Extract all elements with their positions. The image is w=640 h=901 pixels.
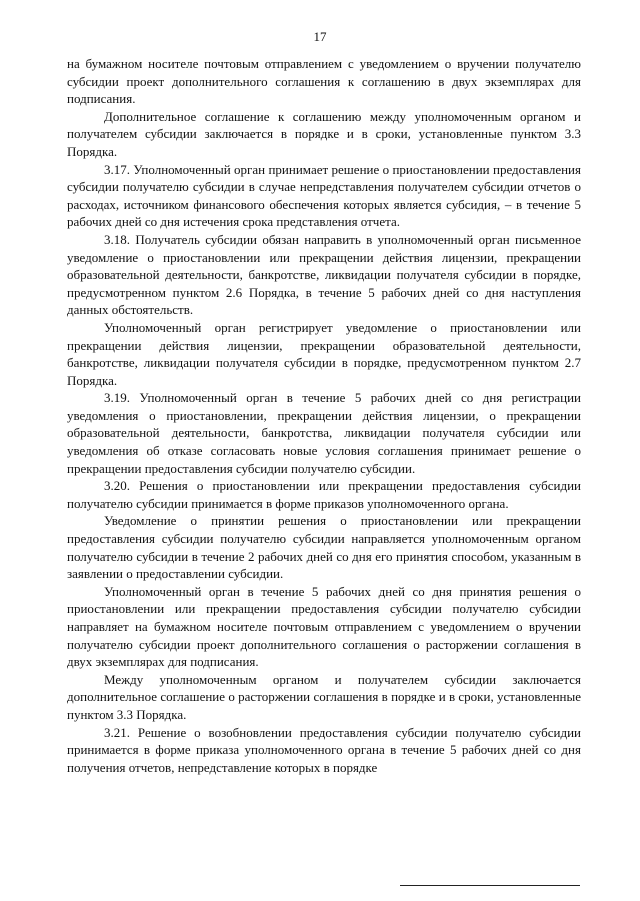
- footer-rule: [400, 885, 580, 886]
- paragraph: Между уполномоченным органом и получателем субсидии заключается дополнительное соглашение о расторжении соглашения в порядке и в сроки, установленные пунктом 3.3 Порядка.: [67, 671, 581, 722]
- paragraph: Уведомление о принятии решения о приостановлении или прекращении предоставления субсидии получателю субсидии направляется уполномоченным органом получателю субсидии в течение 2 рабочих дней со дня его принятия способом, указанным в заявлении о предоставлении субсидии.: [67, 513, 581, 582]
- page-number: 17: [313, 29, 327, 44]
- document-body: [67, 55, 581, 776]
- paragraph: 3.18. Получатель субсидии обязан направить в уполномоченный орган письменное уведомление о приостановлении или прекращении действия лицензии, прекращении образовательной деятельности, банкротстве, ликвидации получателя субсидии в порядке, предусмотренном пунктом 2.6 Порядка, в течение 5 рабочих дней со дня наступления данных обстоятельств.: [67, 231, 581, 318]
- paragraph: Дополнительное соглашение к соглашению между уполномоченным органом и получателем субсидии заключается в порядке и в сроки, установленные пунктом 3.3 Порядка.: [67, 108, 581, 159]
- paragraph: 3.17. Уполномоченный орган принимает решение о приостановлении предоставления субсидии получателю субсидии в случае непредставления получателем субсидии отчетов о расходах, источником финансового обеспечения которых является субсидия, – в течение 5 рабочих дней со дня истечения срока представления отчета.: [67, 161, 581, 230]
- paragraph: Уполномоченный орган в течение 5 рабочих дней со дня принятия решения о приостановлении или прекращении предоставления субсидии получателю субсидии направляет на бумажном носителе почтовым отправлением с уведомлением о вручении получателю субсидии проект дополнительного соглашения о расторжении соглашения в двух экземплярах для подписания.: [67, 583, 581, 670]
- paragraph: 3.21. Решение о возобновлении предоставления субсидии получателю субсидии принимается в форме приказа уполномоченного органа в течение 5 рабочих дней со дня получения отчетов, непредставление которых в порядке: [67, 724, 581, 775]
- paragraph: на бумажном носителе почтовым отправлением с уведомлением о вручении получателю субсидии проект дополнительного соглашения к соглашению в двух экземплярах для подписания.: [67, 56, 581, 107]
- paragraph: Уполномоченный орган регистрирует уведомление о приостановлении или прекращении действия лицензии, прекращении образовательной деятельности, банкротстве, ликвидации получателя субсидии в порядке, предусмотренном пунктом 2.7 Порядка.: [67, 319, 581, 388]
- paragraph: 3.19. Уполномоченный орган в течение 5 рабочих дней со дня регистрации уведомления о приостановлении, прекращении действия лицензии, о прекращении образовательной деятельности, банкротства, ликвидации получателя субсидии или уведомления об отказе согласовать новые условия соглашения принимает решение о прекращении предоставления субсидии получателю субсидии.: [67, 390, 581, 476]
- paragraph: 3.20. Решения о приостановлении или прекращении предоставления субсидии получателю субсидии принимается в форме приказов уполномоченного органа.: [67, 478, 581, 511]
